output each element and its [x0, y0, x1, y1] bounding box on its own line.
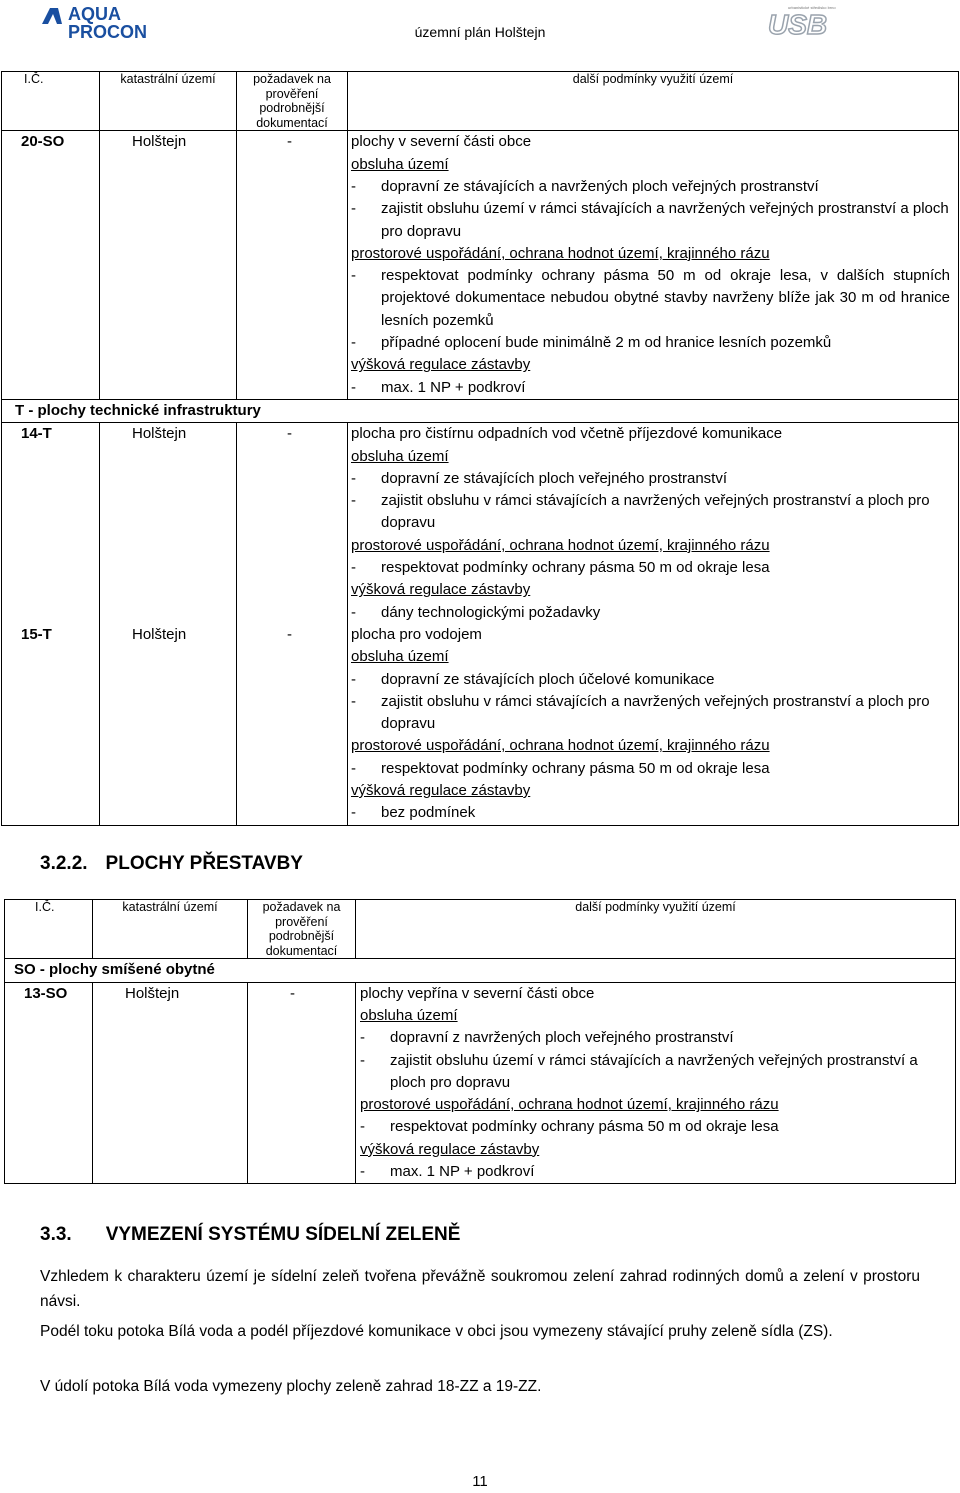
- row-conditions: [348, 131, 959, 400]
- row-katastr: Holštejn: [100, 131, 237, 400]
- section-heading: prostorové uspořádání, ochrana hodnot území, krajinného rázu: [351, 536, 770, 554]
- list-item: - respektovat podmínky ochrany pásma 50 m od okraje lesa: [351, 759, 770, 777]
- list-item: - dopravní z navržených ploch veřejného prostranství: [360, 1029, 734, 1047]
- svg-text:AQUA: AQUA: [68, 4, 121, 24]
- category-row: T - plochy technické infrastruktury: [2, 399, 959, 422]
- list-item: - případné oplocení bude minimálně 2 m od hranice lesních pozemků: [351, 334, 832, 352]
- row-id: 14-T: [2, 423, 100, 624]
- row-katastr: Holštejn: [100, 423, 237, 624]
- usb-logo: [766, 2, 856, 38]
- row-katastr: Holštejn: [100, 624, 237, 825]
- table-row: [2, 423, 959, 624]
- table-row: [2, 624, 959, 825]
- table-plochy-prestavby: [4, 899, 956, 1184]
- section-heading-33: 3.3. VYMEZENÍ SYSTÉMU SÍDELNÍ ZELENĚ: [40, 1224, 461, 1245]
- section-heading: prostorové uspořádání, ochrana hodnot území, krajinného rázu: [351, 244, 770, 262]
- paragraph: V údolí potoka Bílá voda vymezeny plochy zeleně zahrad 18-ZZ a 19-ZZ.: [40, 1378, 542, 1395]
- document-title: územní plán Holštejn: [414, 24, 546, 40]
- header-ic: I.Č.: [2, 72, 100, 131]
- page-number: 11: [472, 1473, 488, 1490]
- row-pozadavek: -: [237, 624, 348, 825]
- row-pozadavek: -: [237, 423, 348, 624]
- list-item: - zajistit obsluhu v rámci stávajících a navržených veřejných prostranství a ploch pro dopravu: [351, 492, 930, 532]
- list-item: - zajistit obsluhu území v rámci stávajících a navržených veřejných prostranství a ploch pro dopravu: [351, 200, 949, 240]
- header-dalsi: další podmínky využití území: [348, 72, 959, 131]
- header-ic: I.Č.: [5, 900, 93, 959]
- list-item: - dopravní ze stávajících a navržených ploch veřejných prostranství: [351, 177, 819, 195]
- row-conditions: [348, 423, 959, 624]
- paragraph: Podél toku potoka Bílá voda a podél příjezdové komunikace v obci jsou vymezeny stávající pruhy zeleně sídla (ZS).: [40, 1323, 833, 1340]
- section-heading: výšková regulace zástavby: [351, 581, 531, 599]
- list-item: - zajistit obsluhu v rámci stávajících a navržených veřejných prostranství a ploch pro dopravu: [351, 692, 930, 733]
- row-id: 13-SO: [5, 982, 93, 1184]
- category-row: SO - plochy smíšené obytné: [5, 959, 956, 982]
- svg-text:urbanistické středisko brno: urbanistické středisko brno: [788, 5, 836, 10]
- section-heading: obsluha území: [351, 155, 449, 173]
- row-title: plocha pro čistírnu odpadních vod včetně příjezdové komunikace: [351, 425, 783, 443]
- row-id: 20-SO: [2, 131, 100, 400]
- table-plochy-zastavitelne: [1, 71, 959, 826]
- list-item: - respektovat podmínky ochrany pásma 50 m od okraje lesa: [351, 559, 770, 577]
- section-heading: výšková regulace zástavby: [360, 1140, 540, 1158]
- row-title: plochy v severní části obce: [351, 133, 532, 151]
- section-heading-322: 3.2.2. PLOCHY PŘESTAVBY: [40, 853, 303, 874]
- svg-text:USB: USB: [768, 9, 828, 38]
- row-pozadavek: -: [237, 131, 348, 400]
- header-katastr: katastrální území: [93, 900, 248, 959]
- row-conditions: [356, 982, 956, 1184]
- list-item: - dopravní ze stávajících ploch veřejného prostranství: [351, 469, 728, 487]
- svg-text:PROCON: PROCON: [68, 22, 148, 42]
- section-heading: obsluha území: [360, 1006, 458, 1024]
- section-heading: výšková regulace zástavby: [351, 356, 531, 374]
- section-heading: prostorové uspořádání, ochrana hodnot území, krajinného rázu: [360, 1096, 779, 1114]
- list-item: - max. 1 NP + podkroví: [360, 1163, 535, 1181]
- table-row: [2, 131, 959, 400]
- header-pozadavek: požadavek na prověření podrobnější dokumentací: [248, 900, 356, 959]
- list-item: - respektovat podmínky ochrany pásma 50 m od okraje lesa, v dalších stupních projektové dokumentace nebudou obytné stavby navrženy blíže jak 30 m od hranice lesních pozemků: [351, 267, 950, 329]
- list-item: - dány technologickými požadavky: [351, 603, 601, 621]
- row-katastr: Holštejn: [93, 982, 248, 1184]
- row-conditions: [348, 624, 959, 825]
- header-dalsi: další podmínky využití území: [356, 900, 956, 959]
- header-katastr: katastrální území: [100, 72, 237, 131]
- row-pozadavek: -: [248, 982, 356, 1184]
- list-item: - dopravní ze stávajících ploch účelové komunikace: [351, 670, 715, 688]
- row-title: plochy vepřína v severní části obce: [360, 984, 595, 1002]
- section-heading: prostorové uspořádání, ochrana hodnot území, krajinného rázu: [351, 737, 770, 755]
- section-heading: obsluha území: [351, 648, 449, 666]
- list-item: - bez podmínek: [351, 804, 476, 822]
- table-row: [5, 982, 956, 1184]
- table-header-row: [5, 900, 956, 959]
- section-heading: obsluha území: [351, 447, 449, 465]
- row-title: plocha pro vodojem: [351, 625, 482, 643]
- section-heading: výšková regulace zástavby: [351, 781, 531, 799]
- list-item: - max. 1 NP + podkroví: [351, 378, 526, 396]
- table-header-row: [2, 72, 959, 131]
- header-pozadavek: požadavek na prověření podrobnější dokumentací: [237, 72, 348, 131]
- list-item: - zajistit obsluhu území v rámci stávajících a navržených veřejných prostranství a ploch pro dopravu: [360, 1051, 918, 1091]
- list-item: - respektovat podmínky ochrany pásma 50 m od okraje lesa: [360, 1118, 779, 1136]
- row-id: 15-T: [2, 624, 100, 825]
- paragraph: Vzhledem k charakteru území je sídelní zeleň tvořena převážně soukromou zelení zahrad rodinných domů a zelení v prostoru návsi.: [40, 1268, 920, 1310]
